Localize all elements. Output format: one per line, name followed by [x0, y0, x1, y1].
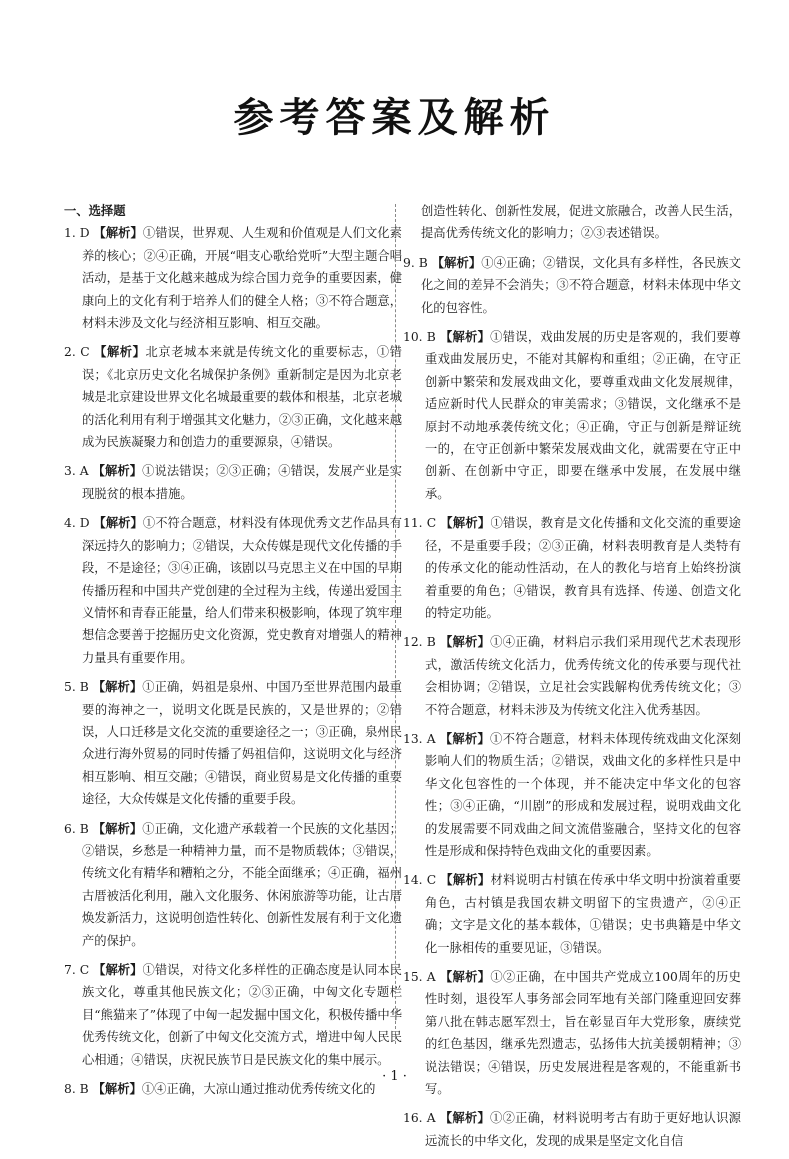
answer-item [403, 631, 741, 721]
answer-item [403, 869, 741, 959]
analysis-tag: 【解析】 [431, 254, 482, 270]
answer-item [403, 1107, 741, 1152]
continued-text: 创造性转化、创新性发展，促进文旅融合，改善人民生活，提高优秀传统文化的影响力；②③表述错误。 [421, 204, 741, 241]
question-number: 2. [64, 345, 76, 360]
analysis-text: ①④正确；②错误，文化具有多样性，各民族文化之间的差异不会消失；③不符合题意，材料未体现中华文化的包容性。 [421, 255, 741, 315]
answer-item [64, 512, 402, 669]
answer-item [64, 818, 402, 952]
answer-item [64, 460, 402, 505]
answer-letter: A [426, 970, 436, 984]
analysis-text: ①②正确，在中国共产党成立100周年的历史性时刻，退役军人事务部会同军地有关部门隆重迎回安葬第八批在韩志愿军烈士，旨在彰显百年大党形象，赓续党的红色基因，继承先烈遗志，弘扬伟大抗美援朝精神；③说法错误；④错误，历史发展进程是客观的，不能重新书写。 [425, 970, 741, 1097]
analysis-text: ①正确，妈祖是泉州、中国乃至世界范围内最重要的海神之一，说明文化既是民族的，又是世界的；②错误，人口迁移是文化交流的重要途径之一；③正确，泉州民众进行海外贸易的同时传播了妈祖信仰，这说明文化与经济相互影响、相互交融；④错误，商业贸易是文化传播的重要途径，大众传媒是文化传播的重要手段。 [82, 680, 402, 807]
page-number: · 1 · [382, 1069, 407, 1084]
analysis-tag: 【解析】 [439, 634, 491, 650]
question-number: 3. [64, 464, 76, 479]
question-number: 1. [64, 226, 76, 241]
analysis-tag: 【解析】 [92, 1081, 142, 1097]
analysis-tag: 【解析】 [92, 820, 143, 836]
question-number: 7. [64, 963, 76, 977]
question-number: 5. [64, 680, 76, 695]
question-number: 12. [403, 635, 423, 650]
analysis-text: ①不符合题意，材料未体现传统戏曲文化深刻影响人们的物质生活；②错误，戏曲文化的多样性只是中华文化包容性的一个体现，并不能决定中华文化的包容性；③④正确，“川剧”的形成和发展过程，说明戏曲文化的发展需要不同戏曲之间文流借鉴融合，坚持文化的包容性是形成和保持特色戏曲文化的重要因素。 [425, 731, 741, 858]
analysis-text: ①错误，世界观、人生观和价值观是人们文化素养的核心；②④正确，开展“唱支心歌给党听”大型主题合唱活动，是基于文化越来越成为综合国力竞争的重要因素，健康向上的文化有利于培养人们的健全人格；③不符合题意，材料未涉及文化与经济相互影响、相互交融。 [82, 226, 402, 331]
question-number: 10. [403, 330, 423, 345]
analysis-text: ①正确，文化遗产承载着一个民族的文化基因；②错误，乡愁是一种精神力量，而不是物质载体；③错误，传统文化有精华和糟粕之分，不能全面继承；④正确，福州古厝被活化利用，融入文化服务、休闲旅游等功能，让古厝焕发新活力，这说明创造性转化、创新性发展有利于文化遗产的保护。 [82, 821, 402, 948]
analysis-text: ①②正确，材料说明考古有助于更好地认识源远流长的中华文化，发现的成果是坚定文化自信 [425, 1111, 741, 1148]
answer-item [403, 728, 741, 862]
analysis-tag: 【解析】 [93, 962, 143, 977]
question-number: 16. [403, 1111, 423, 1126]
analysis-tag: 【解析】 [94, 344, 146, 360]
analysis-tag: 【解析】 [439, 1110, 491, 1126]
question-number: 11. [403, 516, 423, 531]
analysis-tag: 【解析】 [439, 969, 491, 984]
answer-letter: A [426, 731, 436, 746]
answer-letter: C [80, 345, 90, 360]
analysis-text: 材料说明古村镇在传承中华文明中扮演着重要角色，古村镇是我国农耕文明留下的宝贵遗产，②④正确；文字是文化的基本载体，①错误；史书典籍是中华文化一脉相传的重要见证，③错误。 [425, 873, 741, 955]
answer-letter: B [418, 255, 428, 270]
analysis-text: 北京老城本来就是传统文化的重要标志，①错误；《北京历史文化名城保护条例》重新制定是因为北京老城是北京建设世界文化名城最重要的载体和根基，北京老城的活化利用有利于增强其文化魅力，②③正确，文化越来越成为民族凝聚力和创造力的重要源泉，④错误。 [82, 345, 402, 450]
analysis-tag: 【解析】 [440, 872, 491, 888]
answer-item [64, 222, 402, 334]
answer-letter: A [79, 464, 89, 479]
answer-letter: D [79, 226, 90, 241]
answer-item [403, 252, 741, 319]
analysis-tag: 【解析】 [439, 329, 491, 345]
question-number: 14. [403, 873, 423, 888]
answer-item [64, 676, 402, 810]
question-number: 8. [64, 1082, 76, 1097]
analysis-text: ①④正确，材料启示我们采用现代艺术表现形式，激活传统文化活力，优秀传统文化的传承要与现代社会相协调；②错误，立足社会实践解构优秀传统文化；③不符合题意，材料未涉及为传统文化注入优秀基因。 [425, 635, 741, 717]
left-answer-list [64, 222, 402, 1100]
analysis-text: ①不符合题意，材料没有体现优秀文艺作品具有深远持久的影响力；②错误，大众传媒是现代文化传播的手段，不是途径；③④正确，该剧以马克思主义在中国的早期传播历程和中国共产党创建的全过程为主线，传递出爱国主义情怀和青春正能量，给人们带来积极影响，体现了筑牢理想信念要善于挖掘历史文化资源，党史教育对增强人的精神力量具有重要作用。 [82, 516, 402, 665]
answer-item [64, 341, 402, 453]
answer-letter: C [426, 873, 437, 888]
answer-letter: C [426, 516, 437, 531]
right-answer-list [403, 252, 741, 1152]
answer-item [403, 326, 741, 505]
right-column [403, 200, 741, 1159]
analysis-text: ①错误，戏曲发展的历史是客观的，我们要尊重戏曲发展历史，不能对其解构和重组；②正确，在守正创新中繁荣和发展戏曲文化，要尊重戏曲文化发展规律，适应新时代人民群众的审美需求；③错误，文化继承不是原封不动地承袭传统文化；④正确，守正与创新是辩证统一的，在守正创新中繁荣发展戏曲文化，就需要在守正中创新、在创新中守正，即要在继承中发展，在发展中继承。 [425, 330, 741, 501]
answer-letter: B [426, 330, 436, 345]
answer-letter: C [79, 963, 90, 977]
answer-item [403, 512, 741, 624]
answer-letter: B [79, 821, 89, 836]
answer-letter: B [79, 680, 89, 695]
question-number: 9. [403, 255, 415, 270]
section-title: 一、选择题 [64, 203, 126, 218]
answer-letter: B [79, 1082, 89, 1097]
analysis-text: ①说法错误；②③正确；④错误，发展产业是实现脱贫的根本措施。 [82, 464, 402, 501]
analysis-tag: 【解析】 [439, 730, 491, 746]
analysis-tag: 【解析】 [93, 225, 143, 241]
question-number: 6. [64, 821, 76, 836]
analysis-text: ①错误，教育是文化传播和文化交流的重要途径，不是重要手段；②③正确，材料表明教育是人类特有的传承文化的能动性活动，在人的教化与培育上始终扮演着重要的角色；④错误，教育具有选择、传递、创造文化的特定功能。 [425, 516, 741, 620]
left-column [64, 200, 402, 1107]
analysis-tag: 【解析】 [93, 515, 143, 531]
question-number: 4. [64, 516, 76, 531]
question-number: 15. [403, 970, 423, 984]
analysis-tag: 【解析】 [440, 515, 491, 531]
answer-item [64, 959, 402, 1071]
answer-letter: D [79, 516, 90, 531]
question-number: 13. [403, 731, 423, 746]
analysis-tag: 【解析】 [92, 679, 143, 695]
answer-letter: B [426, 635, 436, 650]
analysis-text: ①④正确，大凉山通过推动优秀传统文化的 [141, 1082, 376, 1097]
analysis-text: ①错误，对待文化多样性的正确态度是认同本民族文化，尊重其他民族文化；②③正确，中匈文化专题栏目“熊猫来了”体现了中匈一起发掘中国文化，积极传播中华优秀传统文化，创新了中匈文化交流方式，增进中匈人民民心相通；④错误，庆祝民族节日是民族文化的集中展示。 [82, 963, 402, 1067]
analysis-tag: 【解析】 [92, 463, 143, 479]
column-divider [395, 204, 396, 1044]
answer-letter: A [426, 1111, 436, 1126]
page-title: 参考答案及解析 [233, 95, 556, 141]
